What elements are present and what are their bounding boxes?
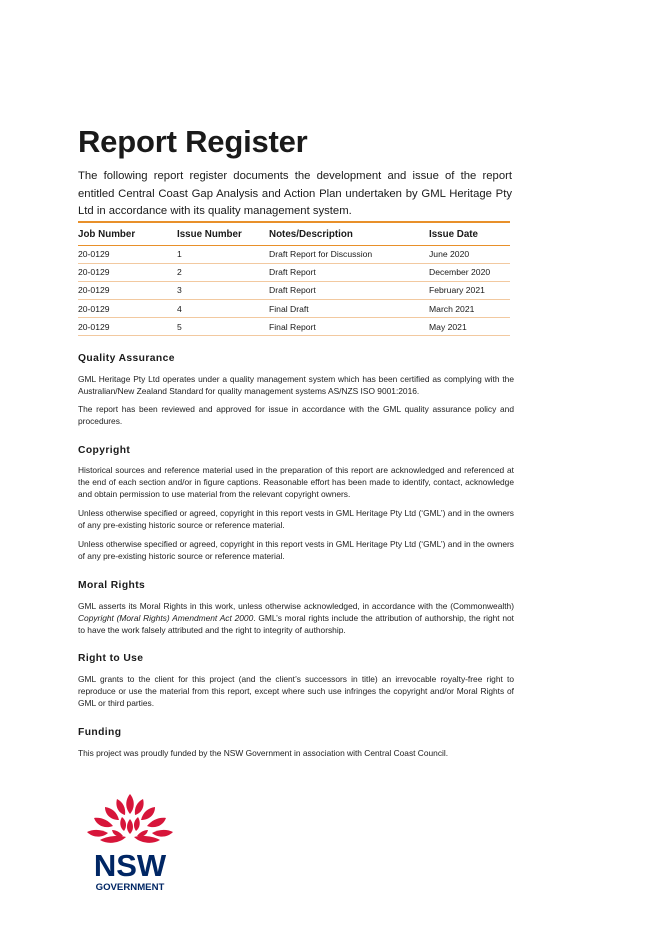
cell-notes: Draft Report bbox=[269, 281, 429, 299]
funding-paragraph: This project was proudly funded by the NSW Government in association with Central Coast Council. bbox=[78, 748, 449, 758]
page-title: Report Register bbox=[78, 124, 308, 159]
quality-paragraph-2: The report has been reviewed and approved for issue in accordance with the GML quality assurance policy and procedures. bbox=[78, 404, 514, 427]
cell-issue-date: May 2021 bbox=[429, 318, 510, 336]
cell-issue-date: June 2020 bbox=[429, 245, 510, 263]
moral-rights-heading: Moral Rights bbox=[78, 580, 146, 591]
copyright-paragraph-3: Unless otherwise specified or agreed, copyright in this report vests in GML Heritage Pty Ltd (‘GML’) and in the owners of any pre-existing historic source or reference material. bbox=[78, 539, 514, 562]
moral-act-title: Copyright (Moral Rights) Amendment Act 2000 bbox=[78, 613, 254, 624]
copyright-paragraph-2: Unless otherwise specified or agreed, copyright in this report vests in GML Heritage Pty Ltd (‘GML’) and in the owners of any pre-existing historic source or reference material. bbox=[78, 508, 514, 531]
quality-assurance-heading: Quality Assurance bbox=[78, 353, 175, 364]
table-row bbox=[78, 281, 510, 299]
funding-heading: Funding bbox=[78, 727, 122, 738]
cell-notes: Final Report bbox=[269, 318, 429, 336]
cell-notes: Draft Report for Discussion bbox=[269, 245, 429, 263]
cell-job-number: 20-0129 bbox=[78, 318, 177, 336]
intro-paragraph: The following report register documents the development and issue of the report entitled Central Coast Gap Analysis and Action Plan undertaken by GML Heritage Pty Ltd in accordance with its quality management system. bbox=[78, 170, 512, 217]
table-row bbox=[78, 245, 510, 263]
header-issue-date: Issue Date bbox=[429, 222, 510, 245]
copyright-heading: Copyright bbox=[78, 445, 131, 456]
cell-issue-number: 2 bbox=[177, 263, 269, 281]
cell-job-number: 20-0129 bbox=[78, 263, 177, 281]
report-register-table bbox=[78, 221, 510, 336]
cell-job-number: 20-0129 bbox=[78, 281, 177, 299]
cell-issue-date: March 2021 bbox=[429, 300, 510, 318]
copyright-paragraph-1: Historical sources and reference material used in the preparation of this report are acknowledged and referenced at the end of each section and/or in figure captions. Reasonable effort has been made to identify, contact, acknowledge and obtain permission to use material from the relevant copyright owners. bbox=[78, 465, 514, 500]
logo-subtitle: GOVERNMENT bbox=[95, 882, 165, 893]
table-row bbox=[78, 300, 510, 318]
moral-text-start: GML asserts its Moral Rights in this work, unless otherwise acknowledged, in accordance with the (Commonwealth) bbox=[78, 601, 514, 611]
table-header-row bbox=[78, 222, 510, 245]
header-job-number: Job Number bbox=[78, 222, 177, 245]
cell-issue-date: December 2020 bbox=[429, 263, 510, 281]
moral-text-end: . GML’s moral rights include the attribution of authorship, the right not to have the work falsely attributed and the right to integrity of authorship. bbox=[78, 613, 515, 636]
waratah-icon bbox=[87, 794, 173, 843]
nsw-government-logo bbox=[80, 790, 180, 894]
header-issue-number: Issue Number bbox=[177, 222, 269, 245]
right-to-use-paragraph: GML grants to the client for this project (and the client’s successors in title) an irrevocable royalty-free right to reproduce or use the material from this report, except where such use infringes the copyright and/or Moral Rights of GML or third parties. bbox=[78, 674, 514, 709]
cell-notes: Final Draft bbox=[269, 300, 429, 318]
header-notes: Notes/Description bbox=[269, 222, 429, 245]
cell-notes: Draft Report bbox=[269, 263, 429, 281]
moral-rights-paragraph bbox=[78, 600, 514, 637]
cell-issue-number: 5 bbox=[177, 318, 269, 336]
cell-issue-number: 1 bbox=[177, 245, 269, 263]
cell-job-number: 20-0129 bbox=[78, 245, 177, 263]
right-to-use-heading: Right to Use bbox=[78, 653, 144, 664]
table-row bbox=[78, 263, 510, 281]
cell-issue-number: 4 bbox=[177, 300, 269, 318]
cell-issue-date: February 2021 bbox=[429, 281, 510, 299]
quality-paragraph-1: GML Heritage Pty Ltd operates under a quality management system which has been certified as complying with the Australian/New Zealand Standard for quality management systems AS/NZS ISO 9001:2016. bbox=[78, 374, 514, 397]
table-row bbox=[78, 318, 510, 336]
cell-job-number: 20-0129 bbox=[78, 300, 177, 318]
cell-issue-number: 3 bbox=[177, 281, 269, 299]
logo-wordmark: NSW bbox=[93, 848, 167, 883]
